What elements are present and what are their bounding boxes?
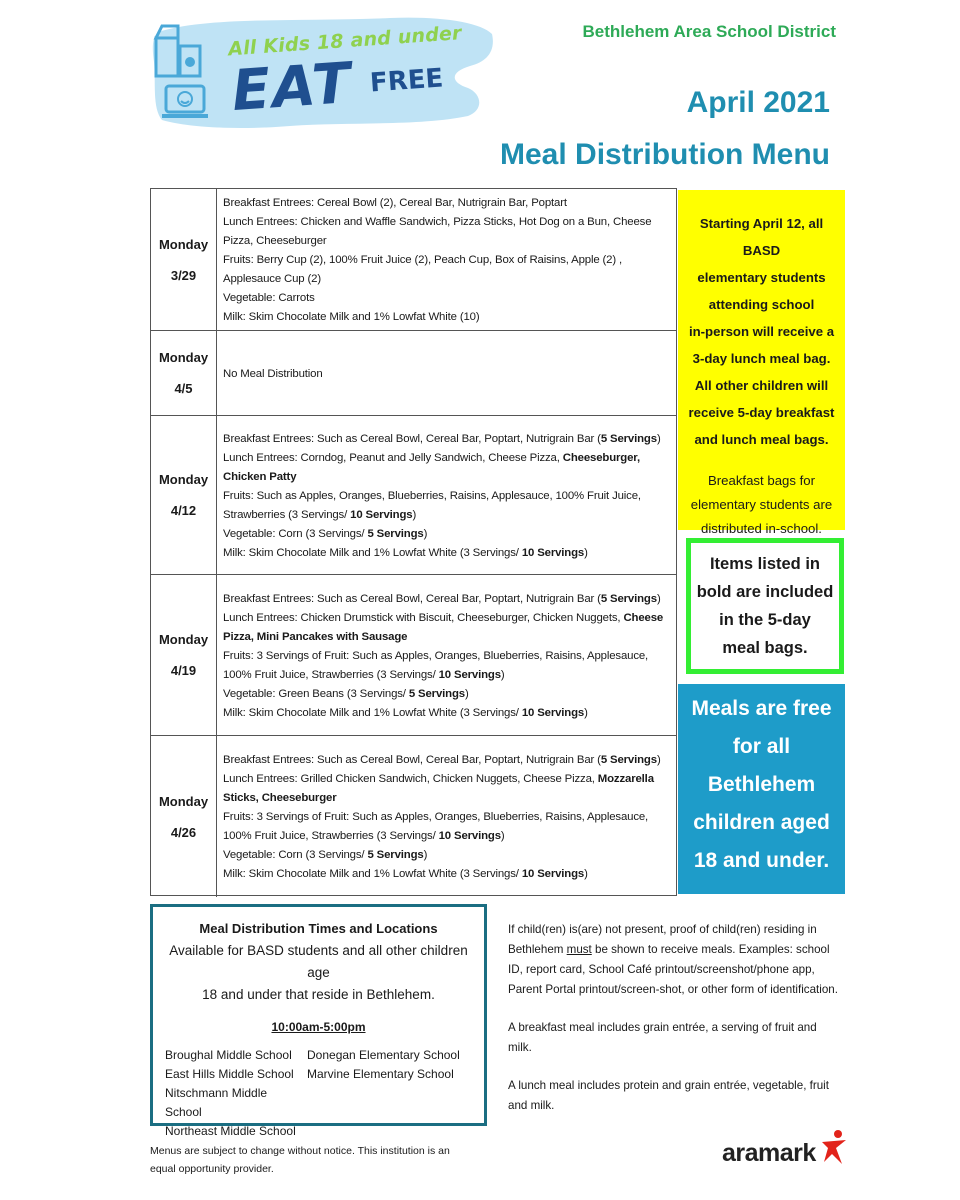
menu-items — [217, 736, 676, 897]
item-text: ) — [464, 687, 469, 700]
bold-item-text: 10 Servings — [521, 706, 585, 719]
aramark-logo — [722, 1138, 848, 1168]
in-person-notice — [678, 190, 845, 536]
bold-item-text: 5 Servings — [367, 849, 424, 861]
item-text: Lunch Entrees: Chicken Drumstick with Biscuit, Cheeseburger, Chicken Nuggets, — [223, 611, 624, 624]
breakfast-definition: A breakfast meal includes grain entrée, a serving of fruit and milk. — [508, 1021, 817, 1054]
date-label: 3/29 — [170, 267, 197, 283]
menu-line — [223, 647, 670, 685]
item-text: ) — [500, 668, 505, 681]
distribution-title: Meal Distribution Times and Locations — [199, 921, 438, 936]
menu-line — [223, 430, 670, 449]
menu-line — [223, 770, 670, 808]
distribution-time: 10:00am-5:00pm — [271, 1020, 366, 1034]
school-item: Marvine Elementary School — [307, 1067, 454, 1081]
date-label: 4/19 — [170, 663, 197, 678]
middle-schools — [165, 1046, 305, 1141]
disclaimer: Menus are subject to change without notice. This institution is an equal opportunity provider. — [150, 1145, 450, 1175]
menu-line — [223, 213, 670, 251]
notice-line: All other children will — [694, 378, 829, 393]
item-text: Fruits: 3 Servings of Fruit: Such as Apples, Oranges, Blueberries, Raisins, Applesauce, 100% Fruit Juice, Strawberries (3 Servings/ — [223, 649, 649, 681]
notice-line: 3-day lunch meal bag. — [692, 351, 831, 366]
item-text: Vegetable: Corn (3 Servings/ — [223, 527, 368, 540]
item-text: Breakfast Entrees: Such as Cereal Bowl, Cereal Bar, Poptart, Nutrigrain Bar ( — [223, 754, 601, 766]
item-text: ) — [423, 527, 428, 540]
menu-line — [223, 251, 670, 289]
item-text: Breakfast Entrees: Such as Cereal Bowl, Cereal Bar, Poptart, Nutrigrain Bar ( — [223, 592, 601, 605]
item-text: ) — [500, 830, 505, 842]
menu-row — [151, 331, 676, 416]
school-item: Broughal Middle School — [165, 1048, 292, 1062]
item-text: Lunch Entrees: Grilled Chicken Sandwich, Chicken Nuggets, Cheese Pizza, — [223, 773, 598, 785]
breakfast-note-line: elementary students are — [690, 497, 833, 512]
badge-eat: EAT — [229, 50, 355, 125]
notice-line: children aged — [693, 811, 830, 834]
menu-line — [223, 308, 670, 327]
school-list — [161, 1046, 476, 1141]
notice-line: 18 and under. — [693, 849, 830, 872]
menu-items — [217, 416, 676, 574]
menu-line — [223, 704, 670, 723]
day-cell — [151, 331, 217, 415]
menu-items — [217, 331, 676, 415]
item-text: Fruits: 3 Servings of Fruit: Such as Apples, Oranges, Blueberries, Raisins, Applesauce, 100% Fruit Juice, Strawberries (3 Servings/ — [223, 811, 649, 842]
menu-row — [151, 416, 676, 575]
menu-line — [223, 808, 670, 846]
bold-item-text: 10 Servings — [438, 668, 501, 681]
day-label: Monday — [158, 793, 209, 809]
menu-line — [223, 685, 670, 704]
notice-line: attending school — [708, 297, 815, 312]
eligibility-info — [508, 920, 843, 1134]
date-label: 4/5 — [174, 381, 193, 396]
item-text: ) — [412, 508, 417, 521]
notice-line: meal bags. — [722, 639, 808, 657]
brand-wordmark: aramark — [722, 1138, 816, 1167]
distribution-subtitle — [161, 940, 476, 1006]
notice-line: Items listed in — [709, 555, 820, 573]
item-text: Milk: Skim Chocolate Milk and 1% Lowfat White (3 Servings/ — [223, 546, 522, 559]
lunch-definition: A lunch meal includes protein and grain entrée, vegetable, fruit and milk. — [508, 1079, 829, 1112]
elementary-schools — [307, 1046, 460, 1141]
item-text: Milk: Skim Chocolate Milk and 1% Lowfat White (3 Servings/ — [223, 868, 522, 880]
distribution-box — [150, 904, 487, 1138]
subtitle-line: Available for BASD students and all other children age — [169, 943, 468, 980]
bold-item-text: 10 Servings — [350, 508, 413, 521]
date-label: 4/26 — [170, 824, 197, 840]
notice-line: in the 5-day — [719, 611, 811, 629]
item-text: Fruits: Such as Apples, Oranges, Blueberries, Raisins, Applesauce, 100% Fruit Juice, Strawberries (3 Servings/ — [223, 489, 641, 521]
notice-line: for all — [732, 735, 791, 758]
bold-item-text: 10 Servings — [521, 546, 585, 559]
menu-line — [223, 487, 670, 525]
date-label: 4/12 — [170, 503, 197, 518]
proof-paragraph — [508, 920, 843, 1000]
laptop-smiley-icon — [160, 84, 210, 122]
menu-items — [217, 189, 676, 330]
item-text: Breakfast Entrees: Cereal Bowl (2), Cereal Bar, Nutrigrain Bar, Poptart — [223, 197, 567, 209]
item-text: ) — [584, 706, 588, 719]
notice-line: receive 5-day breakfast — [688, 405, 835, 420]
page-title: Meal Distribution Menu — [500, 138, 830, 171]
item-text: Lunch Entrees: Corndog, Peanut and Jelly Sandwich, Cheese Pizza, — [223, 451, 563, 464]
notice-line: bold are included — [696, 583, 834, 601]
item-text: No Meal Distribution — [223, 367, 323, 380]
day-cell — [151, 575, 217, 735]
bold-item-text: 5 Servings — [600, 592, 657, 605]
item-text: Vegetable: Corn (3 Servings/ — [223, 849, 368, 861]
badge-tagline: All Kids 18 and under — [227, 22, 463, 61]
bold-items-notice — [686, 538, 844, 674]
item-text: Vegetable: Green Beans (3 Servings/ — [223, 687, 409, 700]
notice-line: Meals are free — [691, 697, 832, 720]
district-name: Bethlehem Area School District — [582, 22, 836, 41]
subtitle-line: 18 and under that reside in Bethlehem. — [202, 987, 435, 1002]
item-text: ) — [656, 432, 661, 445]
proof-emphasis: must — [566, 943, 592, 956]
free-meals-notice — [678, 684, 845, 894]
meal-bag-icon — [150, 18, 208, 82]
item-text: ) — [656, 592, 661, 605]
proof-text: If child(ren) is(are) not present, proof of child(ren) residing in Bethlehem — [508, 923, 817, 956]
day-cell — [151, 736, 217, 897]
item-text: Lunch Entrees: Chicken and Waffle Sandwich, Pizza Sticks, Hot Dog on a Bun, Cheese Pizza, Cheeseburger — [223, 216, 652, 247]
item-text: ) — [656, 754, 661, 766]
star-figure-icon — [818, 1128, 848, 1168]
bold-item-text: 5 Servings — [408, 687, 465, 700]
menu-line — [223, 590, 670, 609]
menu-line — [223, 609, 670, 647]
item-text: Fruits: Berry Cup (2), 100% Fruit Juice (2), Peach Cup, Box of Raisins, Apple (2) , Applesauce Cup (2) — [223, 254, 623, 285]
menu-line — [223, 365, 670, 384]
month-title: April 2021 — [686, 86, 830, 119]
day-label: Monday — [158, 236, 209, 252]
bold-item-text: 10 Servings — [521, 868, 585, 880]
item-text: ) — [584, 546, 588, 559]
bold-item-text: 5 Servings — [600, 432, 657, 445]
menu-line — [223, 525, 670, 544]
bold-item-text: Cheese Pizza, Mini Pancakes with Sausage — [223, 611, 664, 643]
item-text: Milk: Skim Chocolate Milk and 1% Lowfat White (3 Servings/ — [223, 706, 522, 719]
item-text: ) — [423, 849, 428, 861]
menu-line — [223, 544, 670, 563]
notice-line: in-person will receive a — [688, 324, 835, 339]
day-cell — [151, 416, 217, 574]
menu-line — [223, 865, 670, 884]
breakfast-note-line: distributed in-school. — [701, 521, 822, 536]
day-label: Monday — [158, 632, 209, 647]
item-text: Breakfast Entrees: Such as Cereal Bowl, Cereal Bar, Poptart, Nutrigrain Bar ( — [223, 432, 601, 445]
bold-item-text: 10 Servings — [438, 830, 501, 842]
school-item: East Hills Middle School — [165, 1067, 294, 1081]
day-label: Monday — [158, 350, 209, 365]
menu-row — [151, 736, 676, 897]
school-item: Donegan Elementary School — [307, 1048, 460, 1062]
menu-row — [151, 189, 676, 331]
item-text: ) — [584, 868, 588, 880]
menu-table — [150, 188, 677, 896]
bold-item-text: 5 Servings — [600, 754, 657, 766]
bold-item-text: Mozzarella Sticks, Cheeseburger — [223, 773, 654, 804]
school-item: Nitschmann Middle School — [165, 1086, 268, 1119]
item-text: Milk: Skim Chocolate Milk and 1% Lowfat White (10) — [223, 311, 480, 323]
menu-items — [217, 575, 676, 735]
notice-line: Bethlehem — [707, 773, 816, 796]
menu-line — [223, 449, 670, 487]
menu-line — [223, 751, 670, 770]
bold-item-text: Cheeseburger, Chicken Patty — [223, 451, 640, 483]
notice-line: Starting April 12, all BASD — [699, 216, 824, 258]
menu-row — [151, 575, 676, 736]
item-text: Vegetable: Carrots — [223, 292, 315, 304]
menu-line — [223, 846, 670, 865]
day-label: Monday — [158, 472, 209, 487]
badge-free: FREE — [369, 63, 445, 99]
notice-line: and lunch meal bags. — [694, 432, 829, 447]
menu-line — [223, 289, 670, 308]
menu-line — [223, 194, 670, 213]
bold-item-text: 5 Servings — [367, 527, 424, 540]
notice-line: elementary students — [697, 270, 826, 285]
proof-text: be shown to receive meals. Examples: school ID, report card, School Café printout/screenshot/phone app, Parent Portal printout/screen-shot, or other form of identification. — [508, 943, 838, 996]
day-cell — [151, 189, 217, 330]
school-item: Northeast Middle School — [165, 1124, 296, 1138]
breakfast-note-line: Breakfast bags for — [707, 473, 816, 488]
